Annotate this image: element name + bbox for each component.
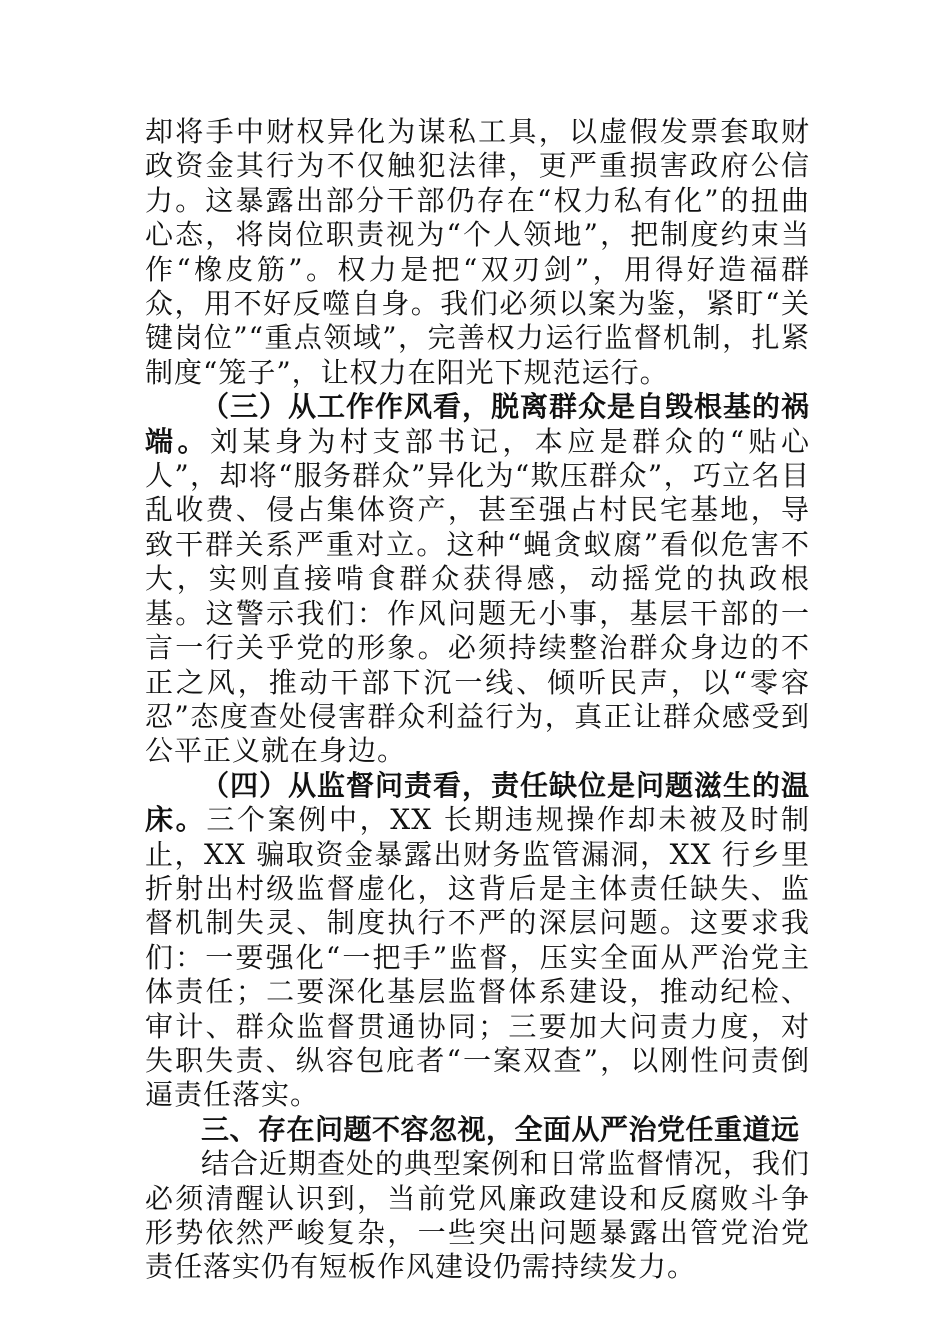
- document-body: [145, 115, 810, 1285]
- section-3-paragraph: [145, 390, 810, 768]
- section-3-heading: （三）从工作作风看，脱离群众是自毁根基的祸端。: [145, 390, 811, 458]
- section-3-body: 刘某身为村支部书记，本应是群众的“贴心人”，却将“服务群众”异化为“欺压群众”，巧立名目乱收费、侵占集体资产，甚至强占村民宅基地，导致干群关系严重对立。这种“蝇贪蚁腐”看似危害不大，实则直接啃食群众获得感，动摇党的执政根基。这警示我们：作风问题无小事，基层干部的一言一行关乎党的形象。必须持续整治群众身边的不正之风，推动干部下沉一线、倾听民声，以“零容忍”态度查处侵害群众利益行为，真正让群众感受到公平正义就在身边。: [145, 424, 810, 768]
- paragraph-1: 却将手中财权异化为谋私工具，以虚假发票套取财政资金其行为不仅触犯法律，更严重损害政府公信力。这暴露出部分干部仍存在“权力私有化”的扭曲心态，将岗位职责视为“个人领地”，把制度约束当作“橡皮筋”。权力是把“双刃剑”，用得好造福群众，用不好反噬自身。我们必须以案为鉴，紧盯“关键岗位”“重点领域”，完善权力运行监督机制，扎紧制度“笼子”，让权力在阳光下规范运行。: [145, 115, 810, 389]
- section-4-body: 三个案例中，XX 长期违规操作却未被及时制止，XX 骗取资金暴露出财务监管漏洞，XX 行乡里折射出村级监督虚化，这背后是主体责任缺失、监督机制失灵、制度执行不严的深层问题。这要求我们：一要强化“一把手”监督，压实全面从严治党主体责任；二要深化基层监督体系建设，推动纪检、审计、群众监督贯通协同；三要加大问责力度，对失职失责、纵容包庇者“一案双查”，以刚性问责倒逼责任落实。: [145, 803, 810, 1112]
- part-3-heading: 三、存在问题不容忽视，全面从严治党任重道远: [201, 1112, 800, 1146]
- part-3-body: 结合近期查处的典型案例和日常监督情况，我们必须清醒认识到，当前党风廉政建设和反腐败斗争形势依然严峻复杂，一些突出问题暴露出管党治党责任落实仍有短板作风建设仍需持续发力。: [145, 1147, 811, 1284]
- section-4-heading: （四）从监督问责看，责任缺位是问题滋生的温床。: [145, 768, 811, 837]
- section-4-paragraph: [145, 769, 810, 1113]
